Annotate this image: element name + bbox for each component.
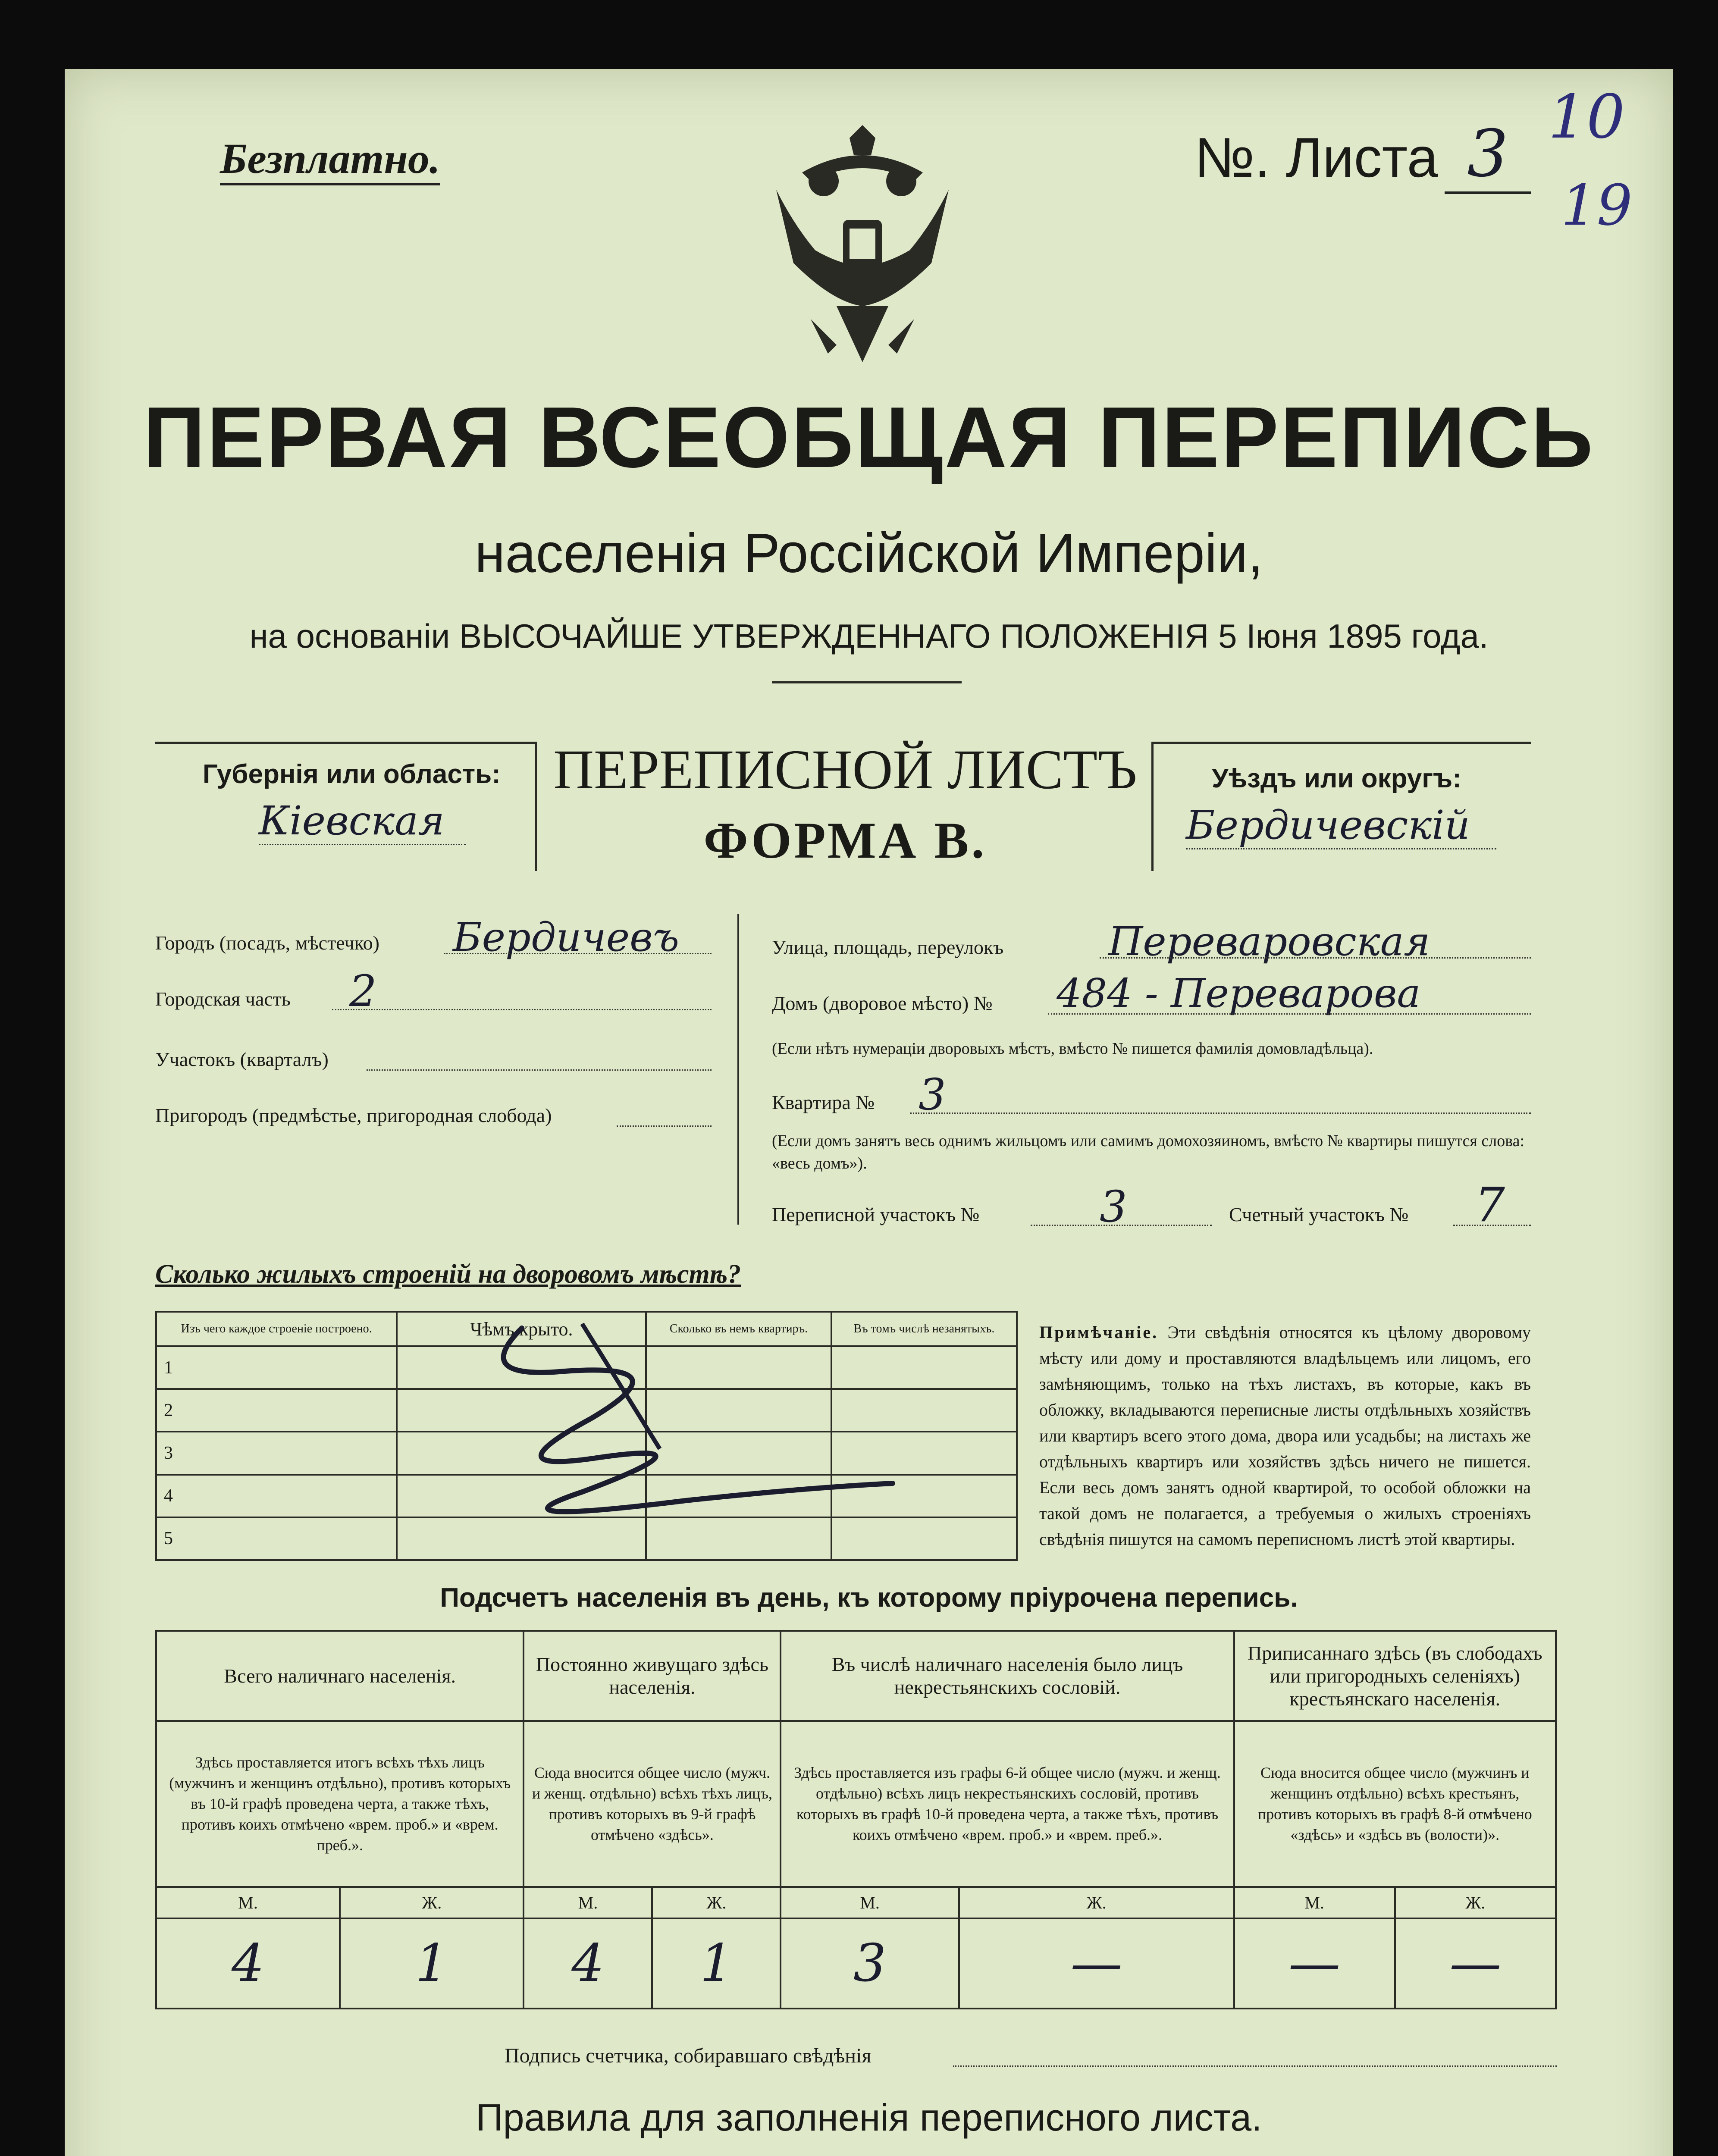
male-label: М. <box>860 1893 880 1913</box>
section-line <box>367 1069 712 1071</box>
count-area-line <box>1453 1225 1531 1226</box>
divider <box>772 681 962 683</box>
city-part-value: 2 <box>349 966 377 1016</box>
flat-line <box>910 1112 1531 1114</box>
signature-label: Подпись счетчика, собиравшаго свѣдѣнія <box>505 2044 872 2067</box>
city-part-label: Городская часть <box>155 988 291 1010</box>
female-label: Ж. <box>422 1893 442 1913</box>
count-value-female: 1 <box>700 1934 733 1994</box>
census-form-sheet <box>65 69 1673 2156</box>
buildings-col-flats: Сколько въ немъ квартиръ. <box>669 1322 808 1335</box>
buildings-col-material: Изъ чего каждое строеніе построено. <box>181 1322 372 1335</box>
count-col-title: Приписаннаго здѣсь (въ слободахъ или пригородныхъ селеніяхъ) крестьянскаго населенія. <box>1248 1642 1542 1710</box>
female-label: Ж. <box>1465 1893 1486 1913</box>
imperial-eagle-emblem <box>750 121 975 379</box>
count-area-label: Счетный участокъ № <box>1229 1203 1409 1225</box>
count-value-male: 4 <box>571 1934 605 1994</box>
count-value-male: 3 <box>853 1934 887 1994</box>
count-area-value: 7 <box>1475 1177 1505 1232</box>
flat-label: Квартира № <box>772 1091 875 1113</box>
count-col-title: Въ числѣ наличнаго населенія было лицъ некрестьянскихъ сословій. <box>831 1653 1183 1698</box>
suburb-label: Пригородъ (предмѣстье, пригородная слобода) <box>155 1104 552 1126</box>
main-title: ПЕРВАЯ ВСЕОБЩАЯ ПЕРЕПИСЬ <box>143 389 1595 486</box>
city-value: Бердичевъ <box>453 914 680 960</box>
census-area-value: 3 <box>1100 1181 1127 1232</box>
street-label: Улица, площадь, переулокъ <box>772 936 1004 958</box>
census-area-line <box>1031 1225 1212 1226</box>
city-line <box>444 953 712 954</box>
count-col-desc: Сюда вносится общее число (мужчинъ и женщинъ отдѣльно) всѣхъ крестьянъ, противъ которыхъ въ графѣ 8-й отмѣчено «здѣсь» и «здѣсь въ (волости)». <box>1257 1764 1532 1844</box>
suburb-line <box>617 1125 712 1127</box>
flat-value: 3 <box>919 1069 946 1120</box>
buildings-row-number: 3 <box>164 1443 173 1463</box>
legal-basis: на основаніи ВЫСОЧАЙШЕ УТВЕРЖДЕННАГО ПОЛОЖЕНІЯ 5 Іюня 1895 года. <box>249 617 1489 655</box>
count-value-female: — <box>1070 1934 1122 1994</box>
house-label: Домъ (дворовое мѣсто) № <box>772 992 993 1014</box>
count-col-desc: Сюда вносится общее число (мужч. и женщ. отдѣльно) всѣхъ тѣхъ лицъ, противъ которыхъ въ 9-й графѣ отмѣчено «здѣсь». <box>532 1764 772 1844</box>
count-col-desc: Здѣсь проставляется итогъ всѣхъ тѣхъ лицъ (мужчинъ и женщинъ отдѣльно), противъ которыхъ въ 10-й графѣ проведена черта, а также тѣхъ, противъ коихъ отмѣчено «врем. проб.» и «врем. преб.». <box>169 1754 511 1854</box>
signature-line <box>953 2065 1557 2067</box>
count-value-male: 4 <box>231 1934 265 1994</box>
male-label: М. <box>1304 1893 1324 1913</box>
sheet-number-value: 3 <box>1445 116 1531 194</box>
province-box-top <box>155 742 535 744</box>
buildings-col-vacant: Въ томъ числѣ незанятыхъ. <box>853 1322 995 1335</box>
city-label: Городъ (посадъ, мѣстечко) <box>155 932 379 954</box>
free-label: Безплатно. <box>220 134 440 185</box>
buildings-crossout-scribble <box>418 1319 936 1544</box>
buildings-heading: Сколько жилыхъ строеній на дворовомъ мѣстѣ? <box>155 1260 741 1289</box>
address-divider <box>737 914 739 1225</box>
count-col-title: Постоянно живущаго здѣсь населенія. <box>536 1653 768 1698</box>
district-box-top <box>1151 742 1531 744</box>
city-part-line <box>332 1009 712 1010</box>
house-line <box>1048 1013 1531 1015</box>
count-col-desc: Здѣсь проставляется изъ графы 6-й общее число (мужч. и женщ. отдѣльно) всѣхъ лицъ некрестьянскихъ сословій, противъ которыхъ въ графѣ 10-й проведена черта, а также тѣхъ, противъ коихъ отмѣчено «врем. проб.» и «врем. преб.». <box>794 1764 1221 1844</box>
male-label: М. <box>238 1893 258 1913</box>
count-col-title: Всего наличнаго населенія. <box>224 1664 456 1687</box>
female-label: Ж. <box>706 1893 727 1913</box>
house-value: 484 - Переварова <box>1057 970 1421 1016</box>
section-label: Участокъ (кварталъ) <box>155 1048 329 1070</box>
street-line <box>1100 957 1531 959</box>
house-note: (Если нѣтъ нумераціи дворовыхъ мѣстъ, вмѣсто № пишется фамилія домовладѣльца). <box>772 1040 1373 1058</box>
subtitle: населенія Россійской Имперіи, <box>474 523 1263 584</box>
buildings-row-number: 4 <box>164 1486 173 1506</box>
sheet-title: ПЕРЕПИСНОЙ ЛИСТЪ <box>553 739 1137 801</box>
count-heading: Подсчетъ населенія въ день, къ которому пріурочена перепись. <box>440 1583 1298 1613</box>
margin-note-2: 19 <box>1561 172 1633 238</box>
province-label: Губернія или область: <box>203 759 501 789</box>
district-label: Уѣздъ или округъ: <box>1212 764 1461 793</box>
census-area-label: Переписной участокъ № <box>772 1203 980 1225</box>
district-box-left <box>1151 742 1154 871</box>
flat-note: (Если домъ занятъ весь однимъ жильцомъ или самимъ домохозяиномъ, вмѣсто № квартиры пишутся слова: «весь домъ»). <box>772 1132 1525 1172</box>
buildings-row-number: 1 <box>164 1357 173 1378</box>
count-value-male: — <box>1288 1934 1341 1994</box>
district-value: Бердичевскій <box>1186 802 1496 849</box>
form-label: ФОРМА В. <box>703 812 987 869</box>
population-count-table <box>155 1630 1557 2009</box>
rules-heading: Правила для заполненія переписного листа. <box>476 2096 1262 2139</box>
count-value-female: — <box>1449 1934 1502 1994</box>
buildings-note <box>1039 1319 1531 1552</box>
sheet-number-label: №. Листа <box>1194 126 1439 189</box>
note-text: Эти свѣдѣнія относятся къ цѣлому дворовому мѣсту или дому и проставляются владѣльцемъ или лицомъ, его замѣняющимъ, только на тѣхъ листахъ, въ которые, какъ въ обложку, вкладываются переписные листы отдѣльныхъ хозяйствъ или квартиръ всего этого дома, двора или усадьбы; на листахъ же отдѣльныхъ квартиръ или хозяйствъ здѣсь ничего не пишется. Если весь домъ занятъ одной квартирой, то особой обложки на такой домъ не полагается, а требуемыя о жилыхъ строеніяхъ свѣдѣнія пишутся на самомъ переписномъ листѣ этой квартиры. <box>1039 1322 1531 1549</box>
buildings-row-number: 2 <box>164 1400 173 1420</box>
count-value-female: 1 <box>415 1934 448 1994</box>
buildings-row-number: 5 <box>164 1529 173 1549</box>
province-value: Кіевская <box>259 798 466 845</box>
buildings-col-roof: Чѣмъ крыто. <box>470 1318 573 1340</box>
note-lead: Примѣчаніе. <box>1039 1322 1159 1342</box>
street-value: Переваровская <box>1108 918 1430 965</box>
female-label: Ж. <box>1086 1893 1107 1913</box>
margin-note-1: 10 <box>1548 82 1625 152</box>
male-label: М. <box>578 1893 598 1913</box>
province-box-right <box>535 742 537 871</box>
